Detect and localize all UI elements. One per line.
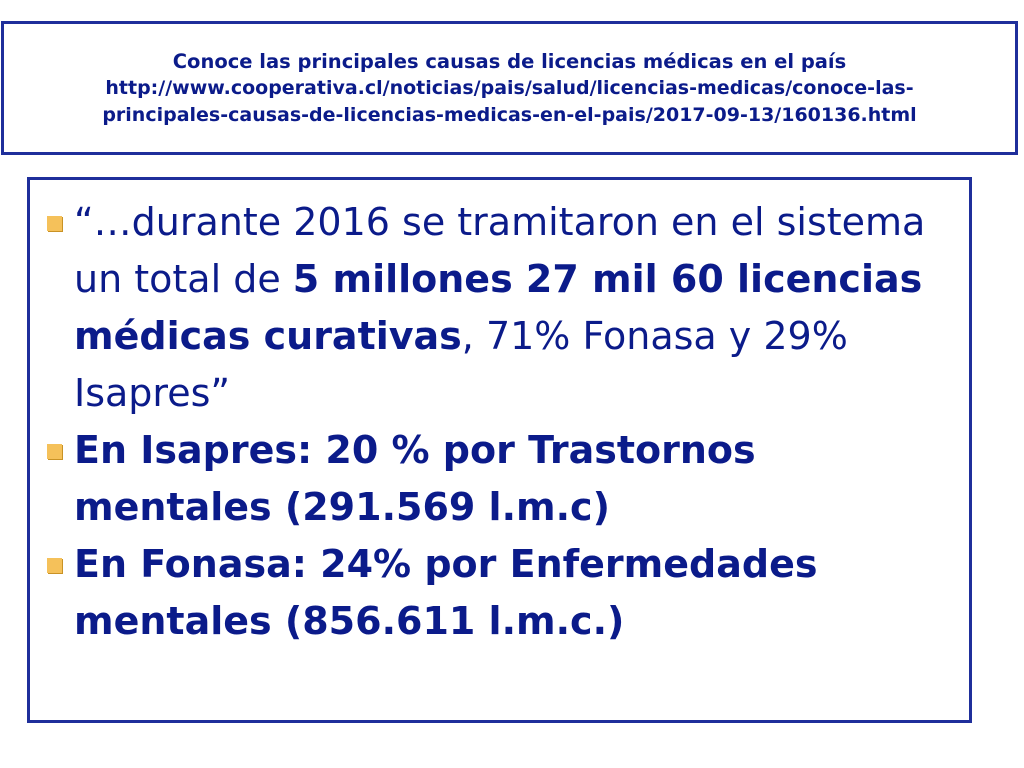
bullet-list [74,194,954,650]
bullet-item-isapres [74,422,954,536]
quote-part-1: “…durante 2016 se tramitaron en el sistema un total de [74,200,926,301]
bullet-item-licencias-total [74,194,954,422]
title-box [1,21,1018,155]
quote-bold-total: 5 millones 27 mil 60 licencias médicas curativas [74,257,923,358]
bullet-item-fonasa [74,536,954,650]
quote-part-2: , 71% Fonasa y 29% Isapres” [74,314,848,415]
slide-title: Conoce las principales causas de licencias médicas en el país [172,49,847,73]
bullet-square-icon [47,558,62,573]
bullet-text: En Isapres: 20 % por Trastornos mentales (291.569 l.m.c) [74,428,756,529]
bullet-text [74,194,954,422]
content-box [27,177,972,723]
bullet-text: En Fonasa: 24% por Enfermedades mentales (856.611 l.m.c.) [74,542,818,643]
source-url-line-2[interactable]: principales-causas-de-licencias-medicas-en-el-pais/2017-09-13/160136.html [102,103,917,126]
source-url-line-1[interactable]: http://www.cooperativa.cl/noticias/pais/salud/licencias-medicas/conoce-las- [105,76,914,99]
bullet-square-icon [47,444,62,459]
bullet-square-icon [47,216,62,231]
